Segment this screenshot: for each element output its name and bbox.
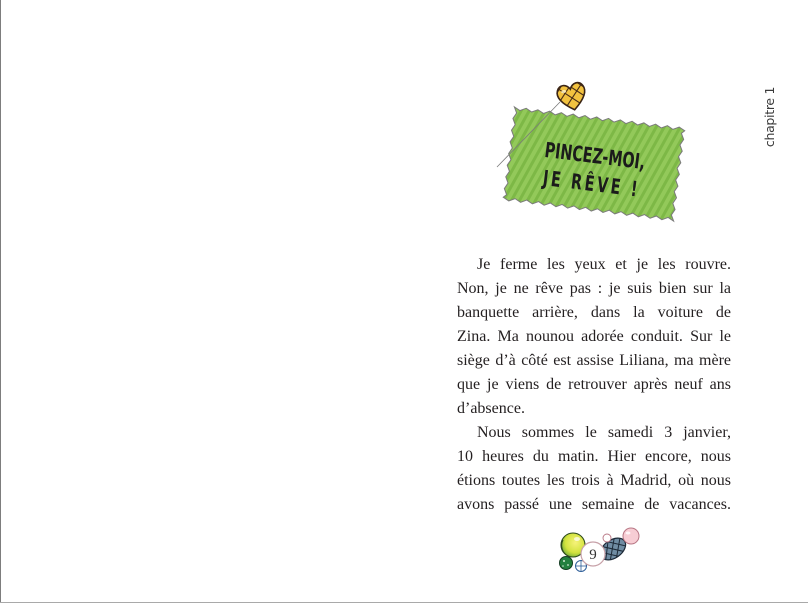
- bead-dark-green: [560, 557, 573, 570]
- bead-page-number: [581, 542, 605, 566]
- text-line: banquette arrière, dans la voiture de: [457, 304, 731, 321]
- left-page-blank: [0, 0, 404, 602]
- paragraph: [457, 253, 731, 421]
- bead-tiny-white: [603, 534, 611, 542]
- text-line: étions toutes les trois à Madrid, où nous: [457, 472, 731, 489]
- text-line: que je viens de retrouver après neuf ans: [457, 376, 731, 393]
- text-line: d’absence.: [457, 400, 525, 417]
- text-line: siège d’à côté est assise Liliana, ma mère: [457, 352, 731, 369]
- chapter-running-head: chapitre 1: [762, 86, 777, 148]
- text-line: 10 heures du matin. Hier encore, nous: [457, 448, 731, 465]
- chapter-title-line-2: JE RÊVE !: [541, 165, 642, 202]
- paragraph: [457, 421, 731, 517]
- text-line: avons passé une semaine de vacances.: [457, 496, 731, 513]
- beads-icon: [550, 520, 650, 580]
- chapter-title-line-1: PINCEZ-MOI,: [543, 137, 647, 175]
- text-line: Nous sommes le samedi 3 janvier,: [477, 424, 731, 441]
- page-number: 9: [589, 547, 597, 563]
- page-bottom-edge: [0, 602, 808, 603]
- text-line: Zina. Ma nounou adorée conduit. Sur le: [457, 328, 731, 345]
- text-line: Je ferme les yeux et je les rouvre.: [477, 256, 731, 273]
- body-text: [457, 253, 731, 517]
- heart-charm-icon: [544, 71, 599, 118]
- text-line: Non, je ne rêve pas : je suis bien sur la: [457, 280, 731, 297]
- right-page: [404, 0, 808, 602]
- bead-pink: [623, 528, 639, 544]
